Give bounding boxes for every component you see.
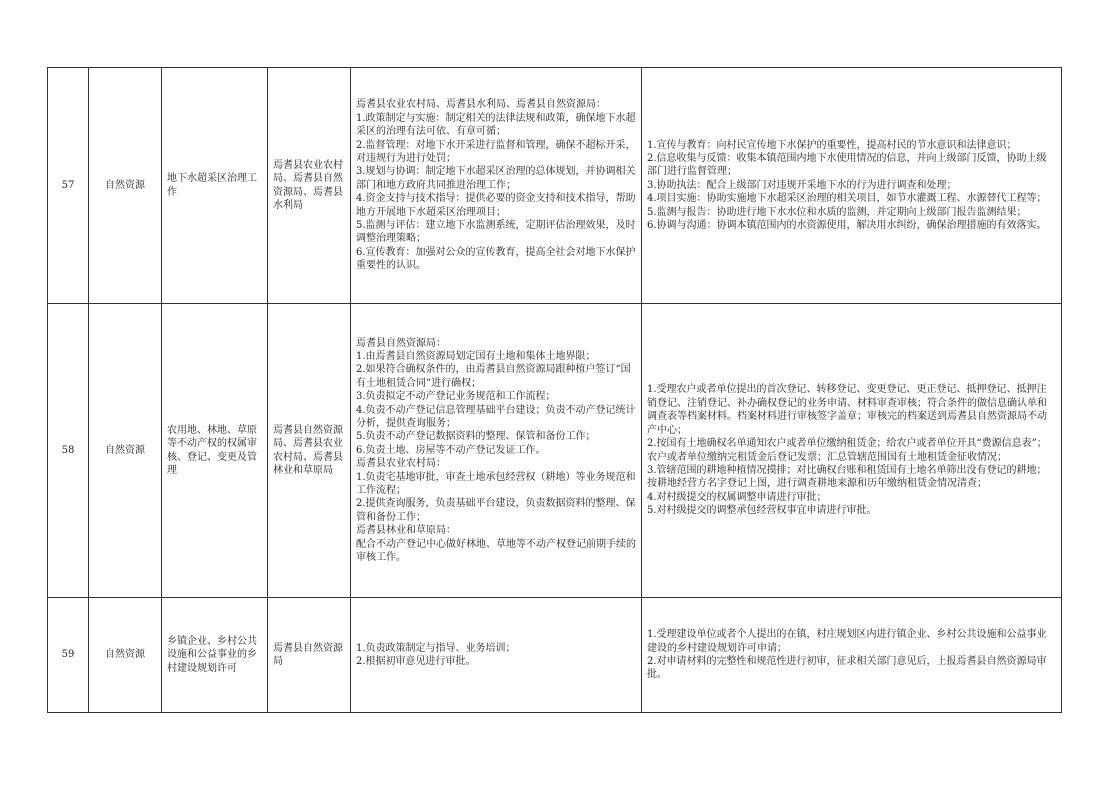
- duty-line: 2.监督管理：对地下水开采进行监督和管理，确保不超标开采，对违规行为进行处罚；: [356, 139, 636, 164]
- table-row: [48, 598, 1062, 713]
- duty-line: 1.政策制定与实施：制定相关的法律法规和政策，确保地下水超采区的治理有法可依、有章可循；: [356, 112, 636, 138]
- duty-line: 2.按国有土地确权名单通知农户或者单位缴纳租赁金；给农户或者单位开具“费源信息表”；农户或者单位缴纳完租赁金后登记发票；汇总管辖范围国有土地租赁金征收情况；: [647, 438, 1047, 463]
- duty-line: 配合不动产登记中心做好林地、草地等不动产权登记前期手续的审核工作。: [356, 538, 636, 564]
- duty-line: 4.资金支持与技术指导：提供必要的资金支持和技术指导，帮助地方开展地下水超采区治理项目；: [356, 193, 636, 218]
- category-cell: 自然资源: [89, 304, 162, 598]
- duty-line: 焉耆县农业农村局：: [356, 458, 446, 470]
- table-row: [48, 68, 1062, 304]
- category-cell: 自然资源: [89, 68, 162, 304]
- duty-line: 6.宣传教育：加强对公众的宣传教育，提高全社会对地下水保护重要性的认识。: [356, 246, 636, 272]
- duty-line: 3.协助执法：配合上级部门对违规开采地下水的行为进行调查和处理；: [647, 179, 957, 191]
- town-duties-cell: [642, 598, 1062, 713]
- duty-line: 4.项目实施：协助实施地下水超采区治理的相关项目，如节水灌溉工程、水源替代工程等；: [647, 193, 1047, 205]
- duty-line: 5.对村级提交的调整承包经营权事宜申请进行审批。: [647, 505, 877, 517]
- town-duties-cell: [642, 304, 1062, 598]
- duty-line: 3.管辖范围的耕地种植情况摸排；对比确权台账和租赁国有土地名单筛出没有登记的耕地；按耕地经营方名字登记上图，进行调查耕地来源和历年缴纳租赁金情况清查；: [647, 464, 1047, 490]
- duty-line: 1.负责宅基地审批，审查土地承包经营权（耕地）等业务规范和工作流程；: [356, 471, 636, 497]
- row-number: 57: [48, 68, 89, 304]
- duty-line: 6.负责土地、房屋等不动产登记发证工作。: [356, 444, 546, 456]
- duty-line: 4.对村级提交的权属调整申请进行审批；: [647, 491, 827, 503]
- table-row: [48, 304, 1062, 598]
- duty-line: 5.负责不动产登记数据资料的整理、保管和备份工作；: [356, 431, 596, 443]
- department-cell: 焉耆县农业农村局、焉耆县自然资源局、焉耆县水利局: [268, 68, 351, 304]
- duty-line: 焉耆县林业和草原局：: [356, 525, 456, 537]
- department-cell: 焉耆县自然资源局: [268, 598, 351, 713]
- duty-line: 5.监测与评估：建立地下水监测系统，定期评估治理效果，及时调整治理策略；: [356, 220, 636, 245]
- item-cell: 乡镇企业、乡村公共设施和公益事业的乡村建设规划许可: [162, 598, 268, 713]
- department-cell: 焉耆县自然资源局、焉耆县农业农村局、焉耆县林业和草原局: [268, 304, 351, 598]
- duty-line: 4.负责不动产登记信息管理基础平台建设；负责不动产登记统计分析，提供查询服务；: [356, 404, 636, 429]
- duty-line: 1.由焉耆县自然资源局划定国有土地和集体土地界限；: [356, 350, 596, 362]
- duty-line: 1.受理建设单位或者个人提出的在镇，村庄规划区内进行镇企业、乡村公共设施和公益事业建设的乡村建设规划许可申请；: [647, 629, 1047, 654]
- county-duties-cell: [351, 68, 642, 304]
- county-duties-cell: [351, 304, 642, 598]
- item-cell: 地下水超采区治理工作: [162, 68, 268, 304]
- duty-line: 2.信息收集与反馈：收集本镇范围内地下水使用情况的信息，并向上级部门反馈，协助上级部门进行监督管理；: [647, 152, 1047, 178]
- row-number: 59: [48, 598, 89, 713]
- duty-line: 2.对申请材料的完整性和规范性进行初审，征求相关部门意见后，上报焉耆县自然资源局审批。: [647, 656, 1047, 681]
- duty-line: 2.提供查询服务，负责基础平台建设，负责数据资料的整理、保管和备份工作；: [356, 498, 636, 523]
- category-cell: 自然资源: [89, 598, 162, 713]
- duty-line: 焉耆县农业农村局、焉耆县水利局、焉耆县自然资源局：: [356, 99, 606, 111]
- county-duties-cell: [351, 598, 642, 713]
- duty-line: 3.负责拟定不动产登记业务规范和工作流程；: [356, 391, 556, 403]
- row-number: 58: [48, 304, 89, 598]
- duty-line: 3.规划与协调：制定地下水超采区治理的总体规划，并协调相关部门和地方政府共同推进治理工作；: [356, 166, 636, 191]
- responsibility-table: [47, 67, 1062, 713]
- duty-line: 2.如果符合确权条件的，由焉耆县自然资源局跟种植户签订“国有土地租赁合同”进行确权；: [356, 364, 631, 389]
- duty-line: 1.负责政策制定与指导、业务培训；: [356, 642, 516, 654]
- duty-line: 2.根据初审意见进行审批。: [356, 656, 476, 667]
- item-cell: 农用地、林地、草原等不动产权的权属审核、登记、变更及管理: [162, 304, 268, 598]
- duty-line: 1.宣传与教育：向村民宣传地下水保护的重要性，提高村民的节水意识和法律意识；: [647, 139, 1017, 151]
- duty-line: 6.协调与沟通：协调本镇范围内的水资源使用，解决用水纠纷，确保治理措施的有效落实。: [647, 220, 1047, 232]
- town-duties-cell: [642, 68, 1062, 304]
- duty-line: 焉耆县自然资源局：: [356, 337, 446, 349]
- duty-line: 1.受理农户或者单位提出的首次登记、转移登记、变更登记、更正登记、抵押登记、抵押注销登记、注销登记、补办确权登记的业务申请、材料审查审核；符合条件的做信息确认单和调查表等档案材料。档案材料进行审核签字盖章；审核完的档案送到焉耆县自然资源局不动产中心；: [647, 384, 1047, 436]
- duty-line: 5.监测与报告：协助进行地下水水位和水质的监测，并定期向上级部门报告监测结果；: [647, 206, 1027, 218]
